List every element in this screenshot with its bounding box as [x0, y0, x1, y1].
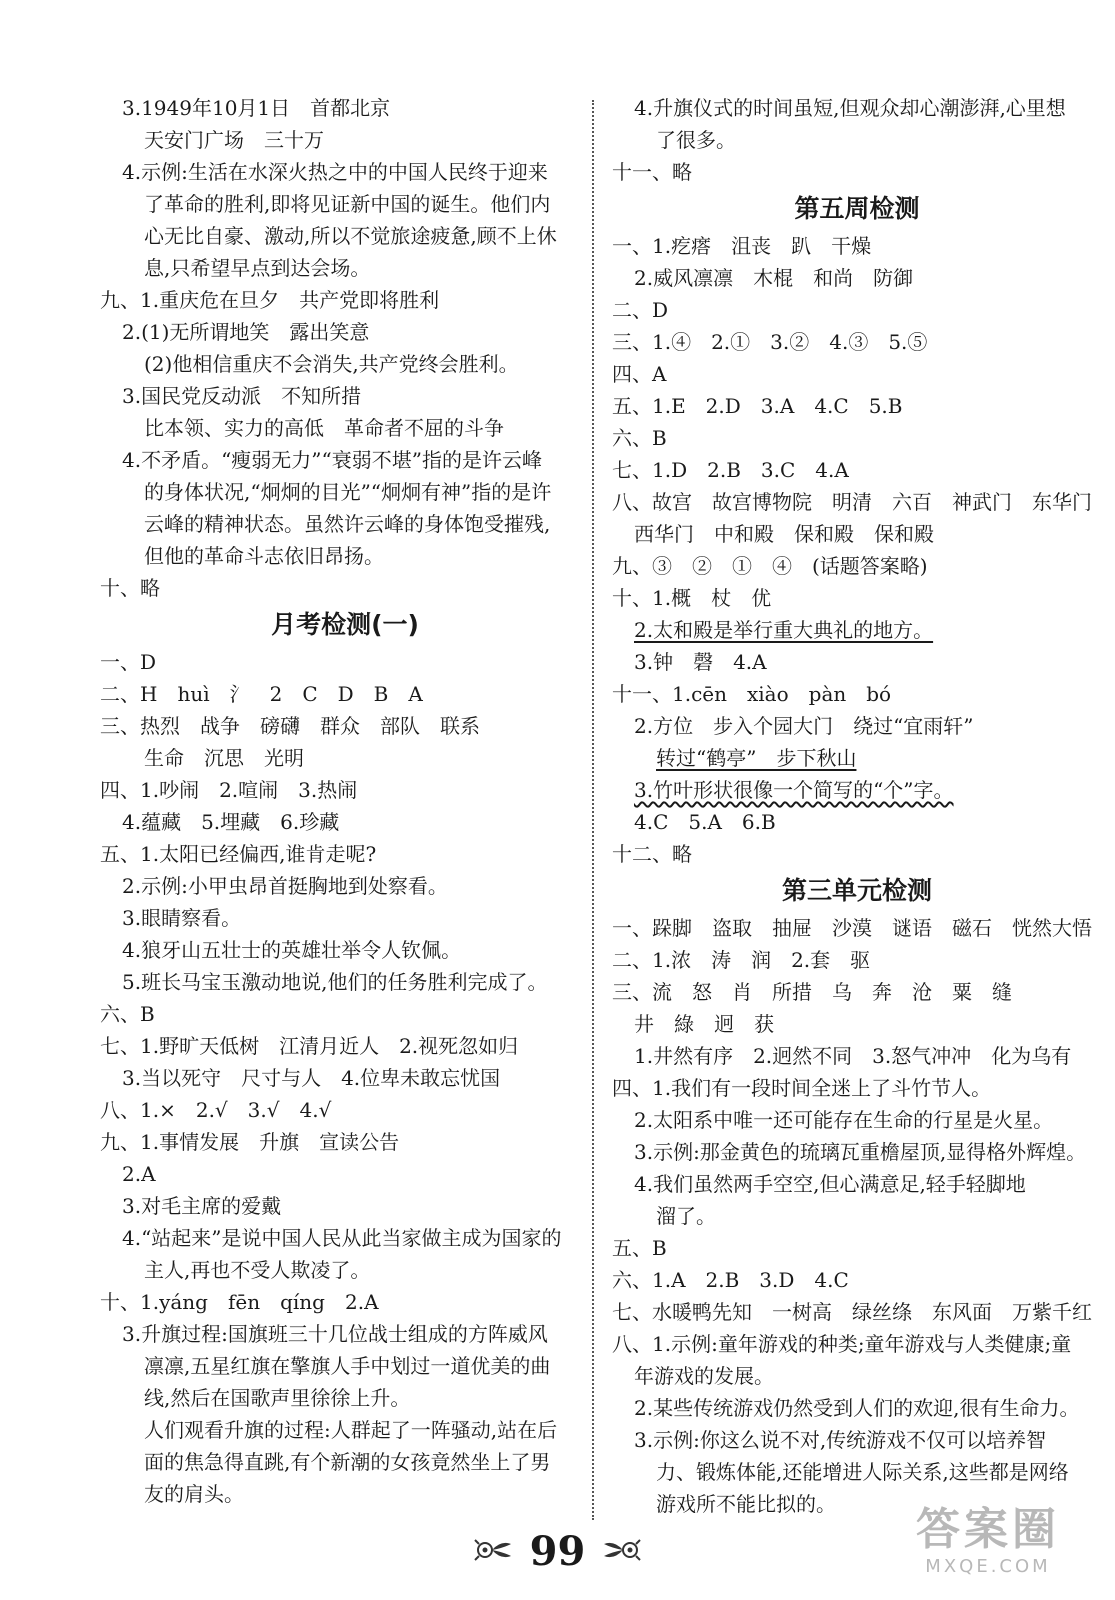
answer-text: 4.我们虽然两手空空,但心满意足,轻手轻脚地	[634, 1172, 1026, 1196]
answer-line	[100, 252, 590, 284]
answer-line	[612, 912, 1102, 944]
answer-line	[612, 92, 1102, 124]
answer-text: 比本领、实力的高低 革命者不屈的斗争	[144, 416, 504, 440]
answer-text: 九、1.事情发展 升旗 宣读公告	[100, 1130, 400, 1154]
answer-text: 第三单元检测	[781, 876, 932, 905]
answer-text: 了革命的胜利,即将见证新中国的诞生。他们内	[144, 192, 551, 216]
answer-line	[100, 1446, 590, 1478]
answer-line	[100, 966, 590, 998]
answer-text: 二、H huì 氵 2 C D B A	[100, 682, 423, 706]
section-heading	[100, 606, 590, 644]
answer-line	[100, 1222, 590, 1254]
answer-line	[100, 774, 590, 806]
answer-line	[612, 230, 1102, 262]
answer-line	[612, 1008, 1102, 1040]
answer-text: 息,只希望早点到达会场。	[144, 256, 371, 280]
answer-text: 2.某些传统游戏仍然受到人们的欢迎,很有生命力。	[634, 1396, 1080, 1420]
answer-text: 第五周检测	[794, 194, 920, 223]
answer-text: 线,然后在国歌声里徐徐上升。	[144, 1386, 411, 1410]
answer-text: 二、D	[612, 298, 669, 322]
answer-line	[100, 124, 590, 156]
answer-line	[612, 358, 1102, 390]
answer-text: 八、1.示例:童年游戏的种类;童年游戏与人类健康;童	[612, 1332, 1072, 1356]
answer-text: 一、1.疙瘩 沮丧 趴 干燥	[612, 234, 872, 258]
answer-text: 一、跺脚 盗取 抽屉 沙漠 谜语 磁石 恍然大悟	[612, 916, 1092, 940]
answer-text: 六、B	[612, 426, 667, 450]
answer-line	[100, 838, 590, 870]
answer-text: 云峰的精神状态。虽然许云峰的身体饱受摧残,	[144, 512, 551, 536]
answer-line	[612, 678, 1102, 710]
answer-text: 面的焦急得直跳,有个新潮的女孩竟然坐上了男	[144, 1450, 551, 1474]
answer-text: 三、1.④ 2.① 3.② 4.③ 5.⑤	[612, 330, 928, 354]
answer-line	[612, 1360, 1102, 1392]
answer-text: 月考检测(一)	[271, 610, 419, 639]
answer-line	[612, 1104, 1102, 1136]
answer-line	[612, 742, 1102, 774]
answer-line	[612, 1168, 1102, 1200]
answer-text: 十、1.yáng fēn qíng 2.A	[100, 1290, 379, 1314]
answer-text: 2.太和殿是举行重大典礼的地方。	[634, 618, 934, 642]
answer-text: 转过“鹤亭” 步下秋山	[656, 746, 857, 770]
answer-line	[100, 998, 590, 1030]
answer-text: 四、A	[612, 362, 667, 386]
answer-line	[100, 1126, 590, 1158]
answer-text: 西华门 中和殿 保和殿 保和殿	[634, 522, 934, 546]
answer-line	[100, 1254, 590, 1286]
answer-text: (2)他相信重庆不会消失,共产党终会胜利。	[144, 352, 519, 376]
answer-text: 凛凛,五星红旗在擎旗人手中划过一道优美的曲	[144, 1354, 551, 1378]
answer-line	[100, 678, 590, 710]
answer-text: 友的肩头。	[144, 1482, 244, 1506]
right-column	[612, 92, 1102, 1520]
answer-text: 3.国民党反动派 不知所措	[122, 384, 362, 408]
answer-text: 八、1.× 2.√ 3.√ 4.√	[100, 1098, 332, 1122]
answer-line	[100, 220, 590, 252]
answer-text: 3.当以死守 尺寸与人 4.位卑未敢忘忧国	[122, 1066, 501, 1090]
answer-line	[100, 156, 590, 188]
answer-text: 3.眼睛察看。	[122, 906, 242, 930]
section-heading	[612, 872, 1102, 910]
answer-line	[100, 92, 590, 124]
answer-line	[612, 1264, 1102, 1296]
answer-text: 2.方位 步入个园大门 绕过“宜雨轩”	[634, 714, 974, 738]
answer-line	[612, 1456, 1102, 1488]
answer-text: 游戏所不能比拟的。	[656, 1492, 836, 1516]
answer-text: 五、B	[612, 1236, 667, 1260]
answer-line	[100, 1318, 590, 1350]
answer-text: 五、1.太阳已经偏西,谁肯走呢?	[100, 842, 377, 866]
answer-text: 心无比自豪、激动,所以不觉旅途疲惫,顾不上休	[144, 224, 557, 248]
answer-text: 一、D	[100, 650, 157, 674]
answer-line	[100, 1030, 590, 1062]
answer-text: 3.示例:那金黄色的琉璃瓦重檐屋顶,显得格外辉煌。	[634, 1140, 1087, 1164]
answer-line	[612, 1200, 1102, 1232]
answer-text: 5.班长马宝玉激动地说,他们的任务胜利完成了。	[122, 970, 548, 994]
watermark-url: MXQE.COM	[925, 1556, 1051, 1577]
answer-text: 力、锻炼体能,还能增进人际关系,这些都是网络	[656, 1460, 1069, 1484]
answer-line	[100, 540, 590, 572]
answer-line	[100, 316, 590, 348]
answer-text: 了很多。	[656, 128, 736, 152]
answer-text: 4.C 5.A 6.B	[634, 810, 776, 834]
section-heading	[612, 190, 1102, 228]
watermark-text: 答案圈	[916, 1504, 1060, 1555]
column-divider	[592, 100, 594, 1520]
answer-line	[100, 348, 590, 380]
answer-line	[612, 422, 1102, 454]
answer-text: 2.威风凛凛 木棍 和尚 防御	[634, 266, 914, 290]
answer-line	[612, 646, 1102, 678]
answer-line	[612, 1392, 1102, 1424]
page-number: 99	[529, 1528, 586, 1575]
answer-text: 4.狼牙山五壮士的英雄壮举令人钦佩。	[122, 938, 462, 962]
answer-text: 3.升旗过程:国旗班三十几位战士组成的方阵威风	[122, 1322, 548, 1346]
answer-line	[612, 710, 1102, 742]
answer-line	[612, 614, 1102, 646]
answer-text: 3.示例:你这么说不对,传统游戏不仅可以培养智	[634, 1428, 1047, 1452]
answer-text: 主人,再也不受人欺凌了。	[144, 1258, 371, 1282]
answer-text: 4.升旗仪式的时间虽短,但观众却心潮澎湃,心里想	[634, 96, 1066, 120]
answer-line	[612, 1232, 1102, 1264]
answer-line	[612, 454, 1102, 486]
answer-text: 七、1.D 2.B 3.C 4.A	[612, 458, 849, 482]
answer-line	[100, 1094, 590, 1126]
answer-line	[100, 476, 590, 508]
watermark-logo	[883, 1504, 1093, 1584]
answer-line	[100, 572, 590, 604]
answer-line	[100, 1350, 590, 1382]
answer-line	[612, 1072, 1102, 1104]
answer-text: 三、热烈 战争 磅礴 群众 部队 联系	[100, 714, 480, 738]
answer-line	[612, 294, 1102, 326]
answer-text: 四、1.我们有一段时间全迷上了斗竹节人。	[612, 1076, 992, 1100]
answer-line	[100, 902, 590, 934]
left-column	[100, 92, 590, 1510]
answer-line	[100, 412, 590, 444]
answer-line	[100, 188, 590, 220]
answer-line	[612, 774, 1102, 806]
answer-line	[612, 1296, 1102, 1328]
answer-text: 十、1.概 杖 优	[612, 586, 772, 610]
answer-line	[612, 1136, 1102, 1168]
answer-line	[100, 742, 590, 774]
answer-line	[100, 284, 590, 316]
answer-line	[100, 1062, 590, 1094]
answer-text: 溜了。	[656, 1204, 716, 1228]
answer-text: 五、1.E 2.D 3.A 4.C 5.B	[612, 394, 903, 418]
answer-line	[100, 1158, 590, 1190]
answer-line	[612, 806, 1102, 838]
answer-text: 2.(1)无所谓地笑 露出笑意	[122, 320, 370, 344]
answer-text: 的身体状况,“炯炯的目光”“炯炯有神”指的是许	[144, 480, 552, 504]
answer-text: 4.示例:生活在水深火热之中的中国人民终于迎来	[122, 160, 548, 184]
answer-text: 四、1.吵闹 2.喧闹 3.热闹	[100, 778, 358, 802]
answer-text: 3.对毛主席的爱戴	[122, 1194, 282, 1218]
answer-line	[612, 124, 1102, 156]
answer-line	[612, 550, 1102, 582]
answer-line	[100, 1382, 590, 1414]
answer-text: 4.“站起来”是说中国人民从此当家做主成为国家的	[122, 1226, 562, 1250]
answer-text: 七、1.野旷天低树 江清月近人 2.视死忽如归	[100, 1034, 519, 1058]
answer-line	[100, 934, 590, 966]
answer-text: 生命 沉思 光明	[144, 746, 304, 770]
answer-text: 十、略	[100, 576, 160, 600]
answer-line	[612, 944, 1102, 976]
answer-text: 六、B	[100, 1002, 155, 1026]
answer-line	[100, 444, 590, 476]
flower-ornament-icon	[471, 1532, 515, 1572]
answer-text: 2.示例:小甲虫昂首挺胸地到处察看。	[122, 874, 448, 898]
answer-text: 十一、1.cēn xiào pàn bó	[612, 682, 892, 706]
answer-line	[100, 806, 590, 838]
answer-line	[612, 582, 1102, 614]
answer-text: 九、③ ② ① ④ (话题答案略)	[612, 554, 928, 578]
answer-line	[100, 1478, 590, 1510]
answer-text: 八、故宫 故宫博物院 明清 六百 神武门 东华门	[612, 490, 1092, 514]
answer-text: 十一、略	[612, 160, 692, 184]
answer-line	[612, 1424, 1102, 1456]
answer-line	[612, 1328, 1102, 1360]
flower-ornament-icon	[600, 1532, 644, 1572]
answer-text: 3.1949年10月1日 首都北京	[122, 96, 391, 120]
answer-text: 4.不矛盾。“瘦弱无力”“衰弱不堪”指的是许云峰	[122, 448, 542, 472]
answer-line	[612, 262, 1102, 294]
answer-line	[612, 326, 1102, 358]
answer-text: 年游戏的发展。	[634, 1364, 774, 1388]
answer-text: 但他的革命斗志依旧昂扬。	[144, 544, 384, 568]
answer-text: 天安门广场 三十万	[144, 128, 324, 152]
answer-text: 2.太阳系中唯一还可能存在生命的行星是火星。	[634, 1108, 1054, 1132]
answer-text: 2.A	[122, 1162, 156, 1186]
answer-line	[100, 870, 590, 902]
answer-text: 井 綠 迥 获	[634, 1012, 774, 1036]
answer-text: 七、水暖鸭先知 一树高 绿丝绦 东风面 万紫千红	[612, 1300, 1092, 1324]
answer-text: 3.竹叶形状很像一个简写的“个”字。	[634, 778, 954, 802]
answer-line	[612, 390, 1102, 422]
answer-text: 1.井然有序 2.迥然不同 3.怒气冲冲 化为乌有	[634, 1044, 1072, 1068]
answer-text: 三、流 怒 肖 所措 乌 奔 沧 粟 缝	[612, 980, 1012, 1004]
answer-line	[612, 486, 1102, 518]
answer-line	[612, 838, 1102, 870]
answer-line	[612, 156, 1102, 188]
answer-text: 十二、略	[612, 842, 692, 866]
answer-text: 3.钟 磬 4.A	[634, 650, 767, 674]
answer-text: 人们观看升旗的过程:人群起了一阵骚动,站在后	[144, 1418, 558, 1442]
answer-line	[100, 380, 590, 412]
answer-line	[100, 710, 590, 742]
answer-line	[612, 518, 1102, 550]
answer-text: 六、1.A 2.B 3.D 4.C	[612, 1268, 849, 1292]
answer-text: 二、1.浓 涛 润 2.套 驱	[612, 948, 871, 972]
answer-line	[100, 1190, 590, 1222]
answer-text: 九、1.重庆危在旦夕 共产党即将胜利	[100, 288, 440, 312]
answer-line	[612, 976, 1102, 1008]
answer-line	[100, 1286, 590, 1318]
answer-line	[612, 1040, 1102, 1072]
answer-line	[100, 1414, 590, 1446]
answer-line	[100, 508, 590, 540]
answer-text: 4.蕴藏 5.埋藏 6.珍藏	[122, 810, 340, 834]
answer-line	[100, 646, 590, 678]
